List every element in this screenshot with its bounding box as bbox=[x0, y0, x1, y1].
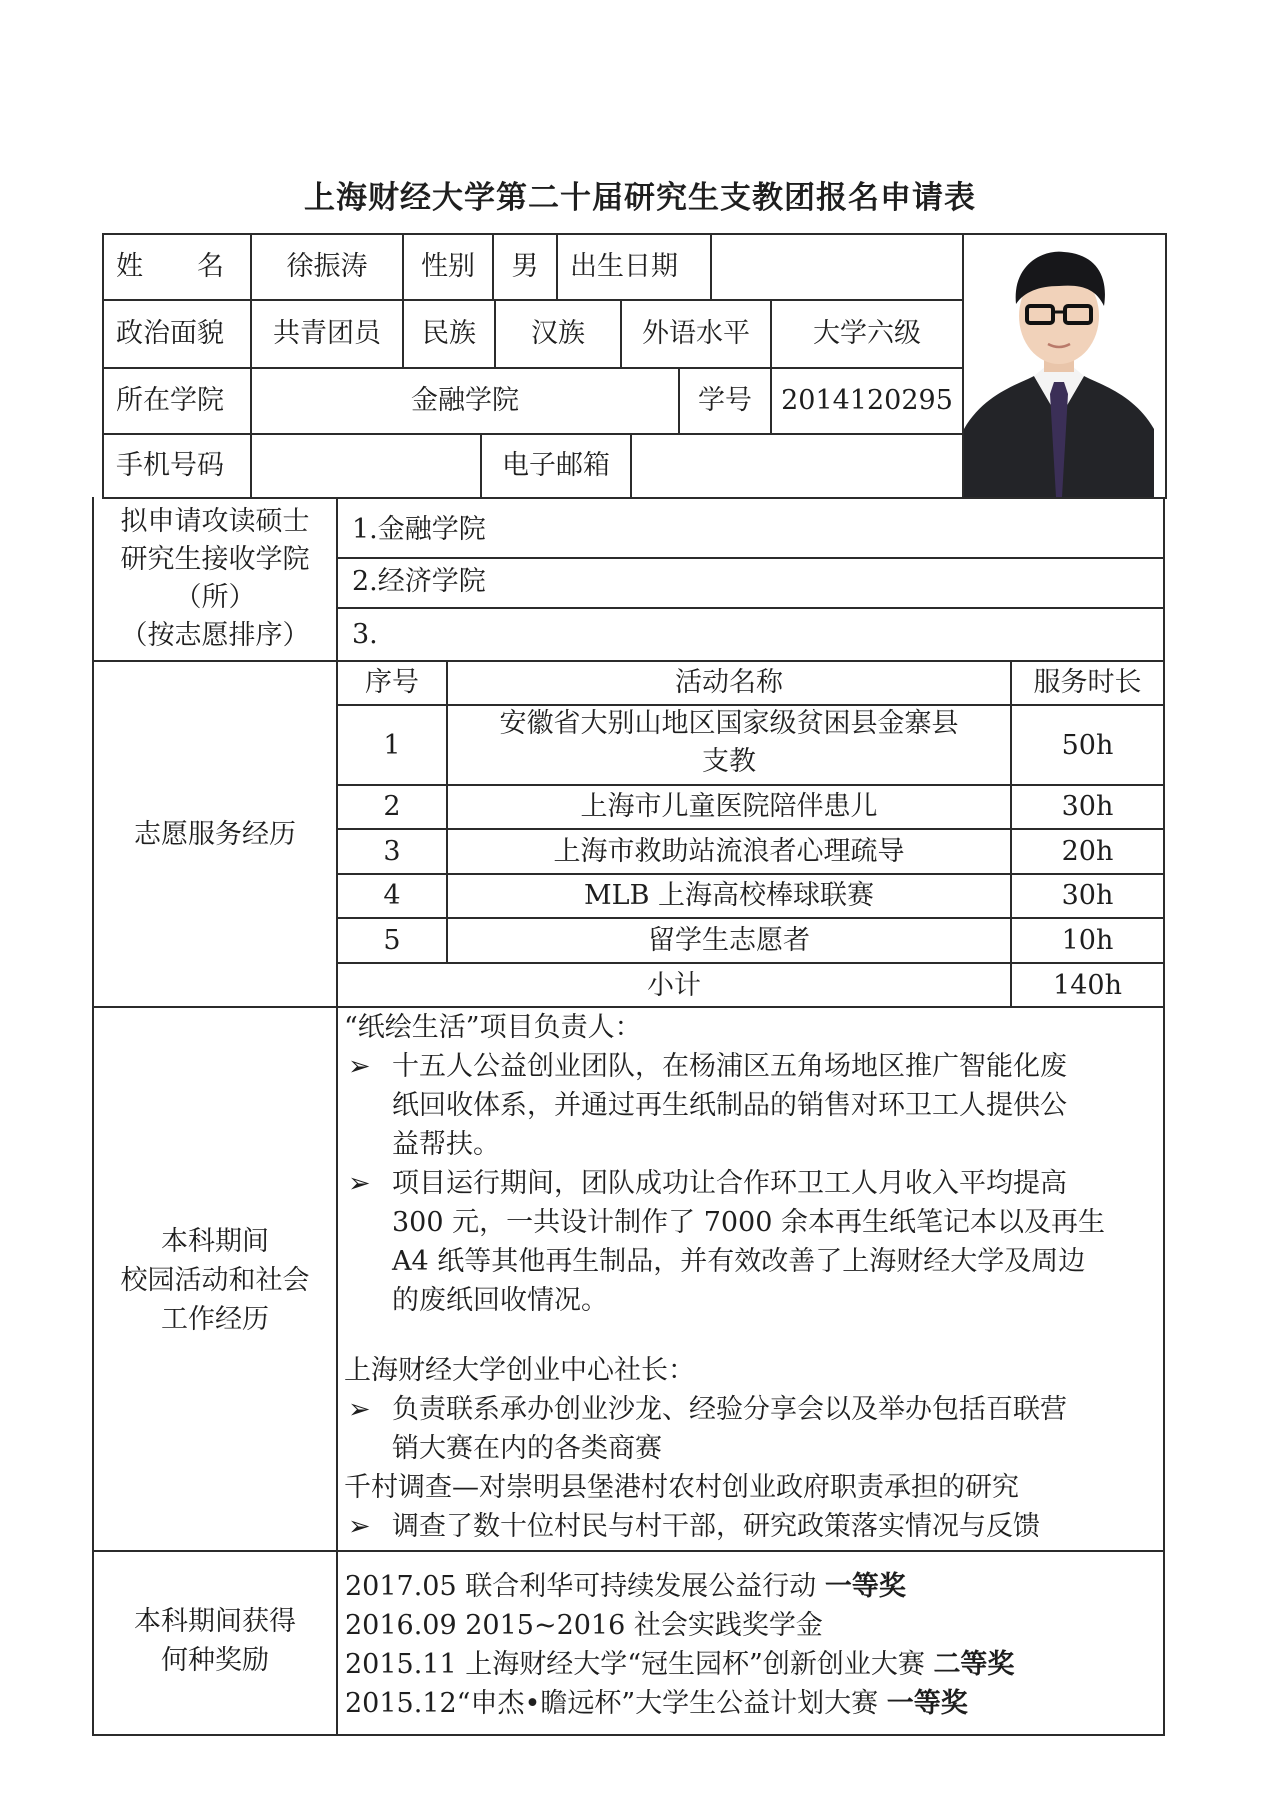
volunteer-row-no: 4 bbox=[383, 880, 401, 911]
volunteer-subtotal-label: 小计 bbox=[647, 970, 701, 1001]
award-item: 2015.11 上海财经大学“冠生园杯”创新创业大赛 二等奖 bbox=[345, 1649, 1015, 1680]
campus-bullet: ➢ 调查了数十位村民与村干部，研究政策落实情况与反馈 bbox=[344, 1507, 1156, 1546]
volunteer-row-name: 安徽省大别山地区国家级贫困县金寨县 支教 bbox=[499, 708, 959, 777]
arrow-bullet-icon: ➢ bbox=[348, 1168, 371, 1199]
volunteer-row-no: 3 bbox=[383, 836, 401, 867]
volunteer-row-hours: 20h bbox=[1061, 836, 1114, 867]
volunteer-row-hours: 10h bbox=[1061, 925, 1114, 956]
campus-content bbox=[344, 1008, 1156, 1546]
name-value: 徐振涛 bbox=[286, 251, 368, 282]
form-title: 上海财经大学第二十届研究生支教团报名申请表 bbox=[304, 180, 976, 216]
campus-heading: “纸绘生活”项目负责人： bbox=[344, 1012, 642, 1043]
campus-label: 本科期间 校园活动和社会 工作经历 bbox=[120, 1226, 310, 1335]
campus-heading: 千村调查—对崇明县堡港村农村创业政府职责承担的研究 bbox=[344, 1472, 1019, 1503]
volunteer-header-hours: 服务时长 bbox=[1033, 667, 1142, 698]
apply-choice-2: 2.经济学院 bbox=[352, 566, 486, 597]
apply-label: 拟申请攻读硕士 研究生接收学院 （所） （按志愿排序） bbox=[120, 506, 310, 651]
ethnic-value: 汉族 bbox=[531, 318, 585, 349]
birth-label: 出生日期 bbox=[570, 251, 678, 282]
volunteer-row-no: 1 bbox=[383, 730, 401, 761]
volunteer-header-name: 活动名称 bbox=[675, 667, 783, 698]
lang-value: 大学六级 bbox=[813, 318, 921, 349]
id-label: 学号 bbox=[698, 385, 752, 416]
arrow-bullet-icon: ➢ bbox=[348, 1394, 371, 1425]
phone-label: 手机号码 bbox=[116, 450, 224, 481]
awards-label: 本科期间获得 何种奖励 bbox=[134, 1606, 296, 1676]
volunteer-subtotal-value: 140h bbox=[1053, 970, 1122, 1001]
arrow-bullet-icon: ➢ bbox=[348, 1511, 371, 1542]
volunteer-header-no: 序号 bbox=[365, 667, 419, 698]
applicant-photo bbox=[964, 244, 1154, 497]
campus-bullet: ➢ 十五人公益创业团队，在杨浦区五角场地区推广智能化废 纸回收体系，并通过再生纸制品的销售对环卫工人提供公 益帮扶。 bbox=[344, 1047, 1156, 1164]
lang-label: 外语水平 bbox=[642, 318, 750, 349]
gender-value: 男 bbox=[511, 251, 539, 282]
email-label: 电子邮箱 bbox=[502, 450, 610, 481]
campus-bullet: ➢ 负责联系承办创业沙龙、经验分享会以及举办包括百联营 销大赛在内的各类商赛 bbox=[344, 1390, 1156, 1468]
volunteer-row-hours: 30h bbox=[1061, 880, 1114, 911]
apply-choice-3: 3. bbox=[352, 619, 378, 650]
campus-heading: 上海财经大学创业中心社长： bbox=[344, 1355, 695, 1386]
politics-value: 共青团员 bbox=[273, 318, 381, 349]
volunteer-row-hours: 50h bbox=[1061, 730, 1114, 761]
college-value: 金融学院 bbox=[411, 385, 519, 416]
politics-label: 政治面貌 bbox=[116, 318, 224, 349]
volunteer-row-name: MLB 上海高校棒球联赛 bbox=[584, 880, 874, 911]
volunteer-row-name: 留学生志愿者 bbox=[648, 925, 810, 956]
gender-label: 性别 bbox=[421, 251, 475, 282]
apply-choice-1: 1.金融学院 bbox=[352, 514, 486, 545]
award-item: 2015.12“申杰•瞻远杯”大学生公益计划大赛 一等奖 bbox=[345, 1688, 968, 1719]
volunteer-row-no: 2 bbox=[383, 791, 401, 822]
volunteer-row-hours: 30h bbox=[1061, 791, 1114, 822]
volunteer-label: 志愿服务经历 bbox=[134, 819, 296, 850]
id-value: 2014120295 bbox=[781, 385, 953, 416]
award-item: 2017.05 联合利华可持续发展公益行动 一等奖 bbox=[345, 1571, 906, 1602]
campus-bullet: ➢ 项目运行期间，团队成功让合作环卫工人月收入平均提高 300 元，一共设计制作了 7000 余本再生纸笔记本以及再生 A4 纸等其他再生制品，并有效改善了上海财经大学及周边 的废纸回收情况。 bbox=[344, 1164, 1156, 1320]
name-label: 姓 名 bbox=[116, 251, 224, 282]
ethnic-label: 民族 bbox=[422, 318, 476, 349]
award-item: 2016.09 2015~2016 社会实践奖学金 bbox=[345, 1610, 823, 1641]
college-label: 所在学院 bbox=[116, 385, 224, 416]
volunteer-row-name: 上海市救助站流浪者心理疏导 bbox=[553, 836, 905, 867]
volunteer-row-no: 5 bbox=[383, 925, 401, 956]
arrow-bullet-icon: ➢ bbox=[348, 1051, 371, 1082]
volunteer-row-name: 上海市儿童医院陪伴患儿 bbox=[580, 791, 878, 822]
